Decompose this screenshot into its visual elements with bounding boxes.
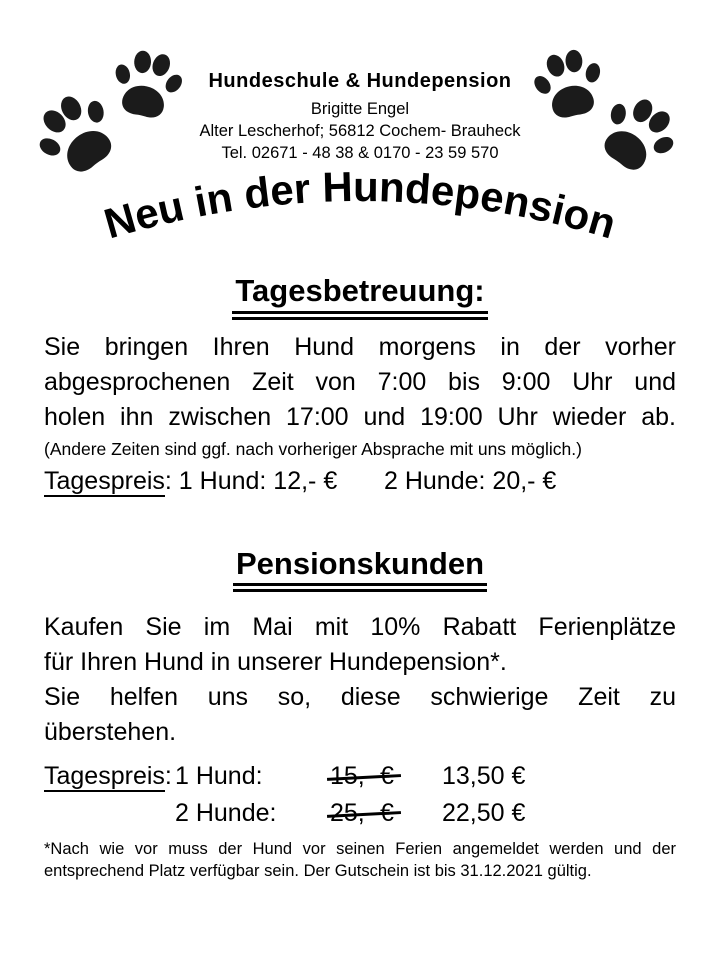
- daycare-note: (Andere Zeiten sind ggf. nach vorheriger Absprache mit uns möglich.): [44, 438, 582, 459]
- boarding-heading-wrap: [44, 546, 676, 593]
- svg-text:Neu in der Hundepension: [99, 168, 621, 247]
- banner: [0, 168, 720, 265]
- price-label: Tagespreis: [44, 466, 165, 495]
- empty-cell: [44, 795, 175, 832]
- section-daycare: [0, 273, 720, 500]
- old-price-one-dog-cell: [330, 758, 442, 795]
- boarding-heading: Pensionskunden: [233, 546, 487, 593]
- boarding-text-line: Sie helfen uns so, diese schwierige Zeit zu: [44, 683, 676, 712]
- daycare-paragraph: [44, 330, 676, 435]
- price-label: Tagespreis: [44, 762, 165, 791]
- price-label-colon: :: [164, 762, 172, 791]
- daycare-heading: Tagesbetreuung:: [232, 273, 487, 320]
- phone-number: Tel. 02671 - 48 38 & 0170 - 23 59 570: [221, 144, 499, 162]
- price-one-dog-value: : 1 Hund: 12,- €: [164, 466, 338, 495]
- item-two-dogs: 2 Hunde:: [175, 799, 277, 828]
- section-boarding: [0, 546, 720, 883]
- old-price: 25,- €: [330, 795, 394, 832]
- header: [0, 0, 720, 168]
- old-price: 15,- €: [330, 758, 394, 795]
- boarding-paragraph: [44, 610, 676, 750]
- boarding-text-line: für Ihren Hund in unserer Hundepension*.: [44, 648, 507, 677]
- footnote-line: *Nach wie vor muss der Hund vor seinen Ferien angemeldet werden und der: [44, 840, 676, 859]
- paw-print-icon: [527, 43, 610, 126]
- paw-print-icon: [105, 43, 188, 126]
- owner-name: Brigitte Engel: [310, 100, 410, 118]
- footnote-line: entsprechend Platz verfügbar sein. Der Gutschein ist bis 31.12.2021 gültig.: [44, 862, 592, 881]
- daycare-heading-wrap: [44, 273, 676, 320]
- boarding-text-line: Kaufen Sie im Mai mit 10% Rabatt Ferienplätze: [44, 613, 676, 642]
- business-name: Hundeschule & Hundepension: [208, 70, 512, 92]
- old-price-two-dogs-cell: [330, 795, 442, 832]
- item-one-dog: 1 Hund:: [175, 762, 263, 791]
- price-label-cell: [44, 758, 175, 795]
- banner-title: Neu in der Hundepension: [98, 168, 622, 248]
- new-price-two-dogs: 22,50 €: [442, 799, 526, 828]
- daycare-price-two-dogs: 2 Hunde: 20,- €: [384, 466, 557, 495]
- arched-title: [44, 168, 676, 265]
- footnote: [44, 838, 676, 882]
- daycare-price-row: [44, 463, 676, 500]
- new-price-one-dog: 13,50 €: [442, 762, 526, 791]
- daycare-text-line: Sie bringen Ihren Hund morgens in der vorher: [44, 332, 676, 361]
- boarding-text-line: überstehen.: [44, 718, 177, 747]
- daycare-text-line: abgesprochenen Zeit von 7:00 bis 9:00 Uhr und: [44, 367, 676, 396]
- daycare-text-line: holen ihn zwischen 17:00 und 19:00 Uhr wieder ab.: [44, 402, 676, 431]
- daycare-price-one-dog: [44, 463, 384, 500]
- street-address: Alter Lescherhof; 56812 Cochem- Brauheck: [199, 122, 521, 140]
- boarding-price-table: [44, 758, 676, 832]
